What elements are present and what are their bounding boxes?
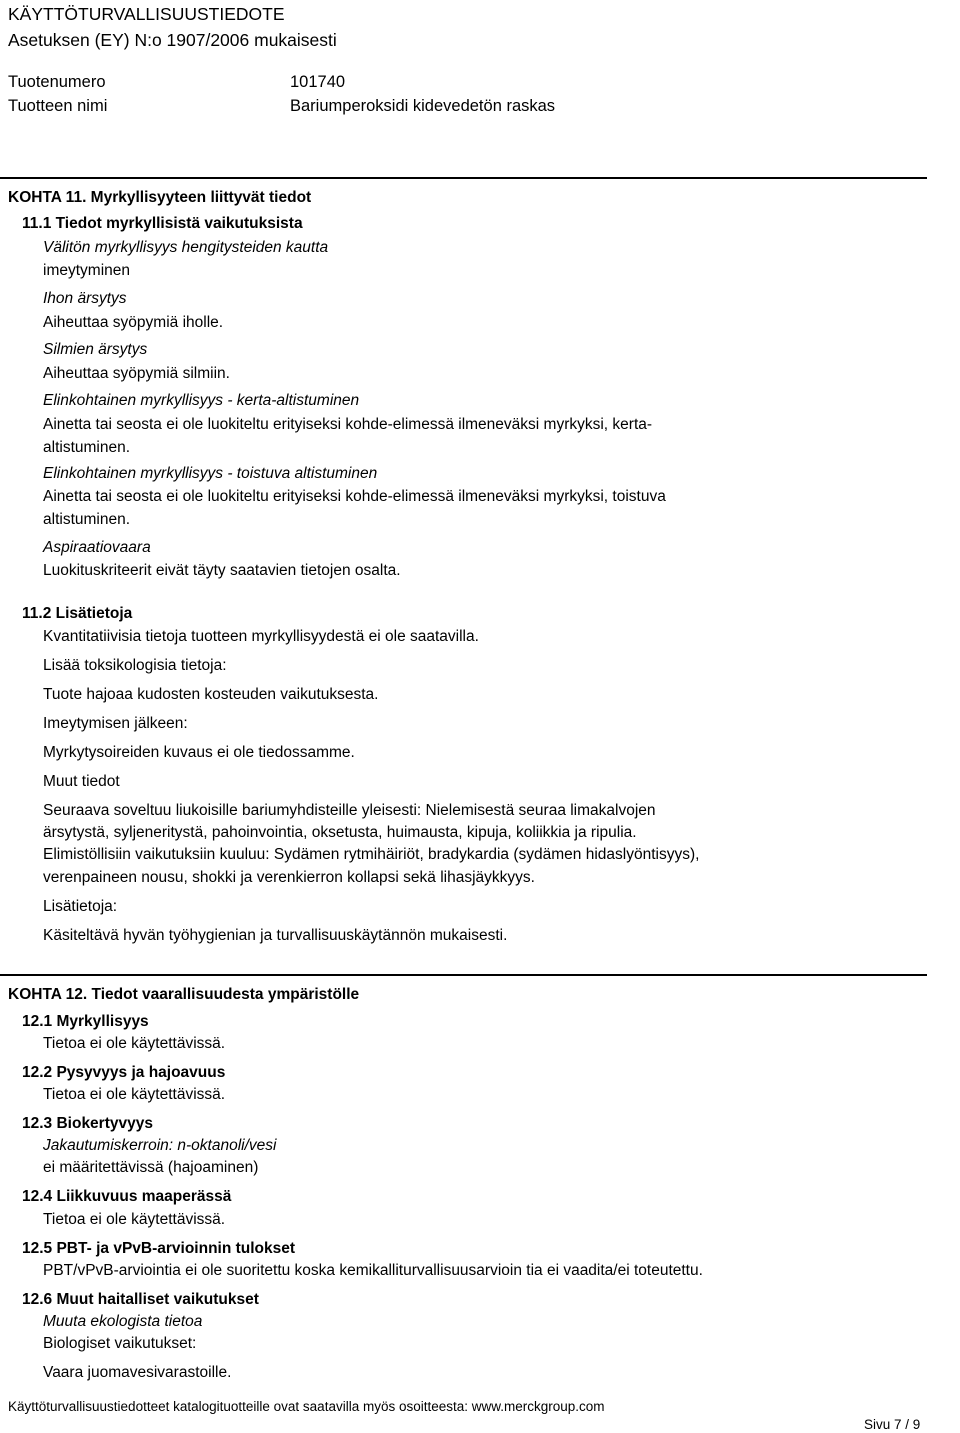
subsection-12-6-heading: 12.6 Muut haitalliset vaikutukset: [22, 1291, 259, 1308]
section-11-divider: [0, 177, 927, 179]
stot-single-label: Elinkohtainen myrkyllisyys - kerta-altistuminen: [43, 392, 360, 409]
biological-effects-text: Vaara juomavesivarastoille.: [43, 1364, 232, 1381]
acute-inhalation-text: imeytyminen: [43, 262, 130, 279]
subsection-12-4-text: Tietoa ei ole käytettävissä.: [43, 1211, 226, 1228]
subsection-12-2-heading: 12.2 Pysyvyys ja hajoavuus: [22, 1064, 226, 1081]
acute-inhalation-label: Välitön myrkyllisyys hengitysteiden kautta: [43, 239, 329, 256]
info-line-1: Kvantitatiivisia tietoja tuotteen myrkyllisyydestä ei ole saatavilla.: [43, 628, 479, 645]
subsection-12-5-text: PBT/vPvB-arviointia ei ole suoritettu koska kemikalliturvallisuusarvioin tia ei vaadita/ei toteutettu.: [43, 1262, 703, 1279]
info-line-8: Käsiteltävä hyvän työhygienian ja turvallisuuskäytännön mukaisesti.: [43, 927, 508, 944]
partition-coefficient-label: Jakautumiskerroin: n-oktanoli/vesi: [43, 1137, 277, 1154]
subsection-12-3-heading: 12.3 Biokertyvyys: [22, 1115, 153, 1132]
subsection-12-2-text: Tietoa ei ole käytettävissä.: [43, 1086, 226, 1103]
info-line-3: Tuote hajoaa kudosten kosteuden vaikutuksesta.: [43, 686, 379, 703]
section-12-heading: KOHTA 12. Tiedot vaarallisuudesta ympäristölle: [8, 986, 360, 1003]
footer-text: Käyttöturvallisuustiedotteet katalogituotteille ovat saatavilla myös osoitteesta: www.merckgroup.com: [8, 1399, 605, 1414]
info-paragraph-line-4: verenpaineen nousu, shokki ja verenkierron kollapsi sekä lihasjäykkyys.: [43, 869, 535, 886]
subsection-12-4-heading: 12.4 Liikkuvuus maaperässä: [22, 1188, 232, 1205]
subsection-12-5-heading: 12.5 PBT- ja vPvB-arvioinnin tulokset: [22, 1240, 296, 1257]
info-line-2: Lisää toksikologisia tietoja:: [43, 657, 227, 674]
skin-irritation-label: Ihon ärsytys: [43, 290, 127, 307]
aspiration-text: Luokituskriteerit eivät täyty saatavien tietojen osalta.: [43, 562, 401, 579]
subsection-11-1-heading: 11.1 Tiedot myrkyllisistä vaikutuksista: [22, 215, 303, 232]
eye-irritation-label: Silmien ärsytys: [43, 341, 148, 358]
info-line-4: Imeytymisen jälkeen:: [43, 715, 188, 732]
product-name: Bariumperoksidi kidevedetön raskas: [290, 97, 556, 115]
aspiration-label: Aspiraatiovaara: [43, 539, 151, 556]
partition-coefficient-text: ei määritettävissä (hajoaminen): [43, 1159, 259, 1176]
subsection-12-1-text: Tietoa ei ole käytettävissä.: [43, 1035, 226, 1052]
info-paragraph-line-3: Elimistöllisiin vaikutuksiin kuuluu: Sydämen rytmihäiriöt, bradykardia (sydämen hidaslyöntisyys),: [43, 846, 700, 863]
section-12-divider: [0, 974, 927, 976]
subsection-12-1-heading: 12.1 Myrkyllisyys: [22, 1013, 149, 1030]
product-number: 101740: [290, 73, 346, 91]
stot-single-text-1: Ainetta tai seosta ei ole luokiteltu erityiseksi kohde-elimessä ilmeneväksi myrkyksi, kerta-: [43, 416, 653, 433]
stot-repeated-label: Elinkohtainen myrkyllisyys - toistuva altistuminen: [43, 465, 378, 482]
product-number-label: Tuotenumero: [8, 73, 106, 91]
page-number: Sivu 7 / 9: [864, 1417, 921, 1432]
info-line-6: Muut tiedot: [43, 773, 120, 790]
skin-irritation-text: Aiheuttaa syöpymiä iholle.: [43, 314, 224, 331]
info-paragraph-line-2: ärsytystä, syljeneritystä, pahoinvointia, oksetusta, huimausta, kipuja, koliikkia ja ripulia.: [43, 824, 637, 841]
biological-effects-label: Biologiset vaikutukset:: [43, 1335, 197, 1352]
info-line-5: Myrkytysoireiden kuvaus ei ole tiedossamme.: [43, 744, 355, 761]
info-line-7: Lisätietoja:: [43, 898, 118, 915]
stot-single-text-2: altistuminen.: [43, 439, 131, 456]
stot-repeated-text-1: Ainetta tai seosta ei ole luokiteltu erityiseksi kohde-elimessä ilmeneväksi myrkyksi, toistuva: [43, 488, 666, 505]
subsection-11-2-heading: 11.2 Lisätietoja: [22, 605, 133, 622]
document-title: KÄYTTÖTURVALLISUUSTIEDOTE: [8, 4, 285, 24]
ecological-info-label: Muuta ekologista tietoa: [43, 1313, 203, 1330]
eye-irritation-text: Aiheuttaa syöpymiä silmiin.: [43, 365, 230, 382]
stot-repeated-text-2: altistuminen.: [43, 511, 131, 528]
info-paragraph-line-1: Seuraava soveltuu liukoisille bariumyhdisteille yleisesti: Nielemisestä seuraa limakalvojen: [43, 802, 656, 819]
regulation-text: Asetuksen (EY) N:o 1907/2006 mukaisesti: [8, 30, 337, 50]
section-11-heading: KOHTA 11. Myrkyllisyyteen liittyvät tiedot: [8, 189, 312, 206]
product-name-label: Tuotteen nimi: [8, 97, 108, 115]
